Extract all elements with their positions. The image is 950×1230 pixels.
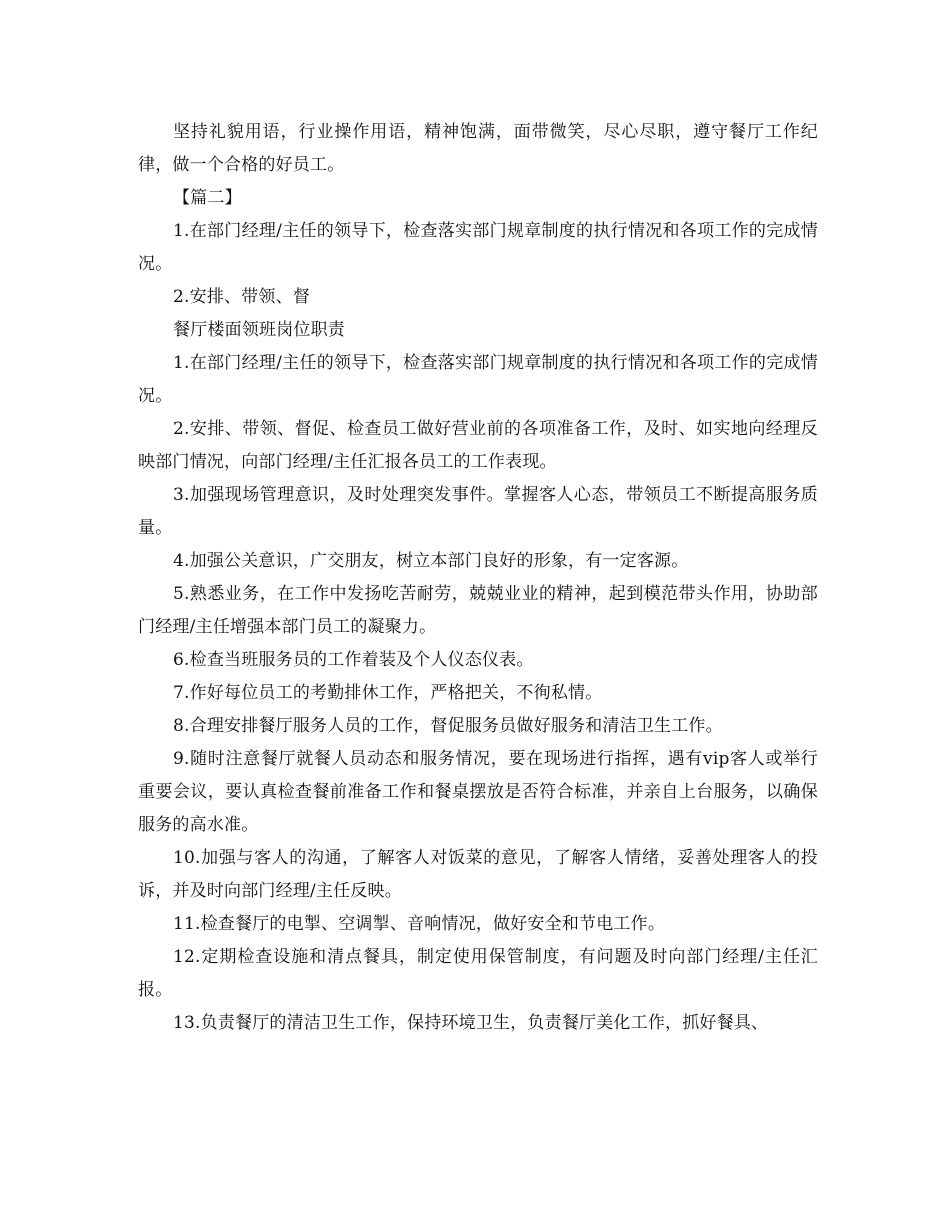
section-heading: 【篇二】 — [173, 188, 242, 208]
section-title: 餐厅楼面领班岗位职责 — [173, 320, 345, 340]
paragraph: 11.检查餐厅的电掣、空调掣、音响情况，做好安全和节电工作。 — [173, 914, 666, 934]
paragraph: 1.在部门经理/主任的领导下，检查落实部门规章制度的执行情况和各项工作的完成情况。 — [138, 221, 818, 274]
paragraph: 2.安排、带领、督促、检查员工做好营业前的各项准备工作，及时、如实地向经理反映部门情况，向部门经理/主任汇报各员工的工作表现。 — [138, 419, 818, 472]
paragraph: 7.作好每位员工的考勤排休工作，严格把关，不徇私情。 — [173, 683, 603, 703]
paragraph: 10.加强与客人的沟通，了解客人对饭菜的意见，了解客人情绪，妥善处理客人的投诉，并及时向部门经理/主任反映。 — [138, 848, 818, 901]
paragraph: 5.熟悉业务，在工作中发扬吃苦耐劳，兢兢业业的精神，起到模范带头作用，协助部门经理/主任增强本部门员工的凝聚力。 — [138, 584, 818, 637]
paragraph: 9.随时注意餐厅就餐人员动态和服务情况，要在现场进行指挥，遇有vip客人或举行重要会议，要认真检查餐前准备工作和餐桌摆放是否符合标准，并亲自上台服务，以确保服务的高水准。 — [138, 749, 818, 835]
paragraph: 8.合理安排餐厅服务人员的工作，督促服务员做好服务和清洁卫生工作。 — [173, 716, 723, 736]
paragraph: 3.加强现场管理意识，及时处理突发事件。掌握客人心态，带领员工不断提高服务质量。 — [138, 485, 818, 538]
paragraph: 坚持礼貌用语，行业操作用语，精神饱满，面带微笑，尽心尽职，遵守餐厅工作纪律，做一个合格的好员工。 — [138, 122, 818, 175]
paragraph: 13.负责餐厅的清洁卫生工作，保持环境卫生，负责餐厅美化工作，抓好餐具、 — [173, 1013, 769, 1033]
paragraph: 1.在部门经理/主任的领导下，检查落实部门规章制度的执行情况和各项工作的完成情况。 — [138, 353, 818, 406]
paragraph: 12.定期检查设施和清点餐具，制定使用保管制度，有问题及时向部门经理/主任汇报。 — [138, 947, 818, 1000]
paragraph: 4.加强公关意识，广交朋友，树立本部门良好的形象，有一定客源。 — [173, 551, 689, 571]
document-body — [138, 116, 818, 1040]
paragraph: 2.安排、带领、督 — [173, 287, 311, 307]
paragraph: 6.检查当班服务员的工作着装及个人仪态仪表。 — [173, 650, 534, 670]
